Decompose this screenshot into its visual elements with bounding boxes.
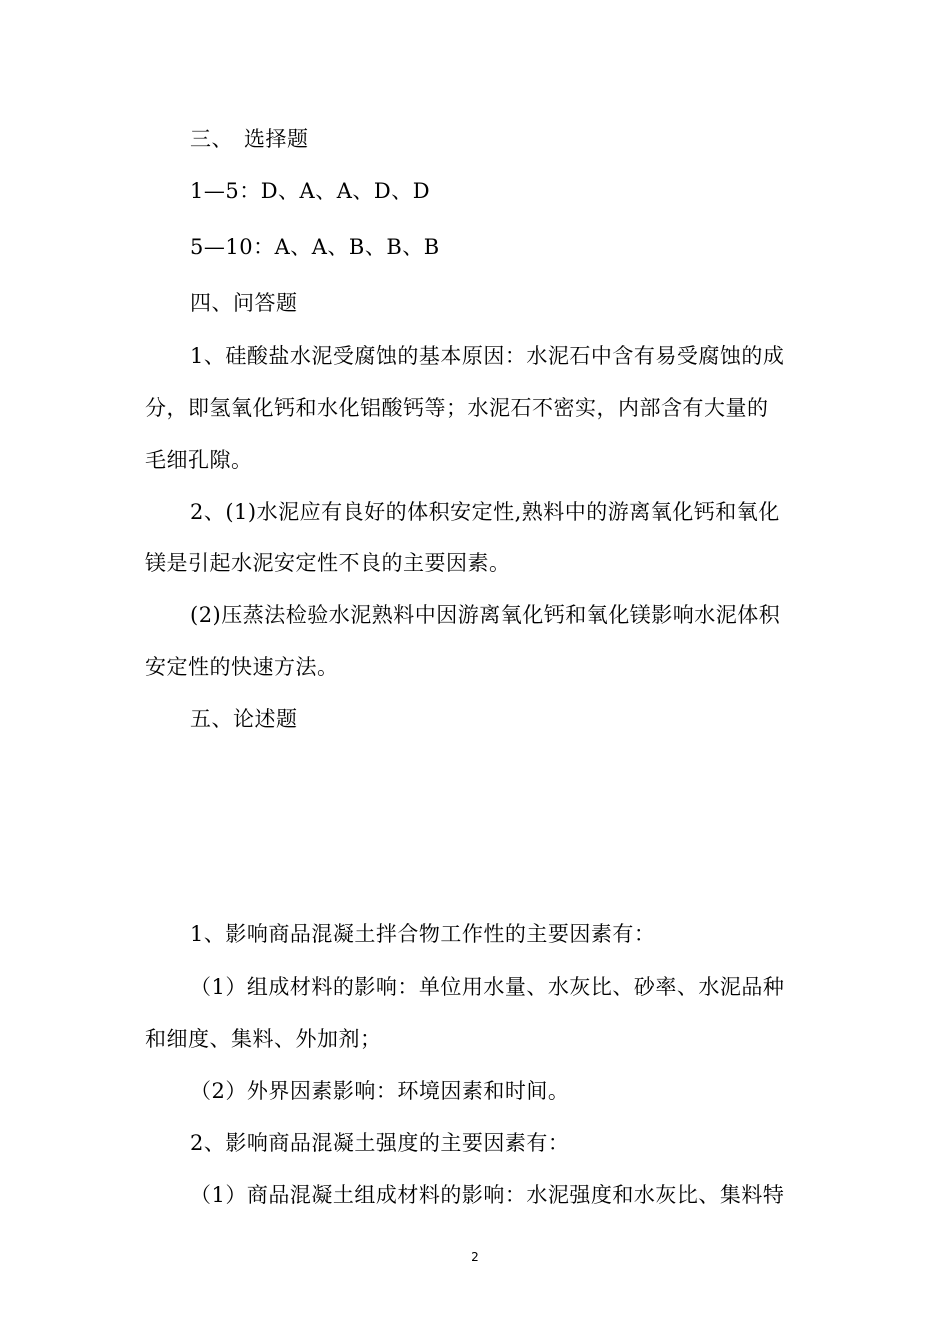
paragraph-line: 毛细孔隙。 — [145, 448, 253, 472]
answer-line: 5—10：A、A、B、B、B — [190, 235, 440, 259]
answer-line: 1—5：D、A、A、D、D — [190, 179, 431, 203]
paragraph-line: 1、硅酸盐水泥受腐蚀的基本原因：水泥石中含有易受腐蚀的成 — [190, 344, 785, 368]
paragraph-line: (2)压蒸法检验水泥熟料中因游离氧化钙和氧化镁影响水泥体积 — [190, 603, 781, 627]
section-heading-qa: 四、问答题 — [190, 291, 298, 315]
paragraph-line: （1）商品混凝土组成材料的影响：水泥强度和水灰比、集料特 — [190, 1183, 785, 1207]
paragraph-line: 2、影响商品混凝土强度的主要因素有： — [190, 1131, 570, 1155]
paragraph-line: （2）外界因素影响：环境因素和时间。 — [190, 1079, 570, 1103]
section-heading-choice: 三、 选择题 — [190, 127, 309, 151]
paragraph-line: 和细度、集料、外加剂； — [145, 1027, 382, 1051]
paragraph-line: 分，即氢氧化钙和水化铝酸钙等；水泥石不密实，内部含有大量的 — [145, 396, 769, 420]
page-number: 2 — [471, 1250, 479, 1264]
paragraph-line: 安定性的快速方法。 — [145, 655, 339, 679]
paragraph-line: 2、(1)水泥应有良好的体积安定性,熟料中的游离氧化钙和氧化 — [190, 500, 780, 524]
paragraph-line: （1）组成材料的影响：单位用水量、水灰比、砂率、水泥品种 — [190, 975, 785, 999]
paragraph-line: 1、影响商品混凝土拌合物工作性的主要因素有： — [190, 922, 656, 946]
paragraph-line: 镁是引起水泥安定性不良的主要因素。 — [145, 551, 511, 575]
section-heading-essay: 五、论述题 — [190, 707, 298, 731]
